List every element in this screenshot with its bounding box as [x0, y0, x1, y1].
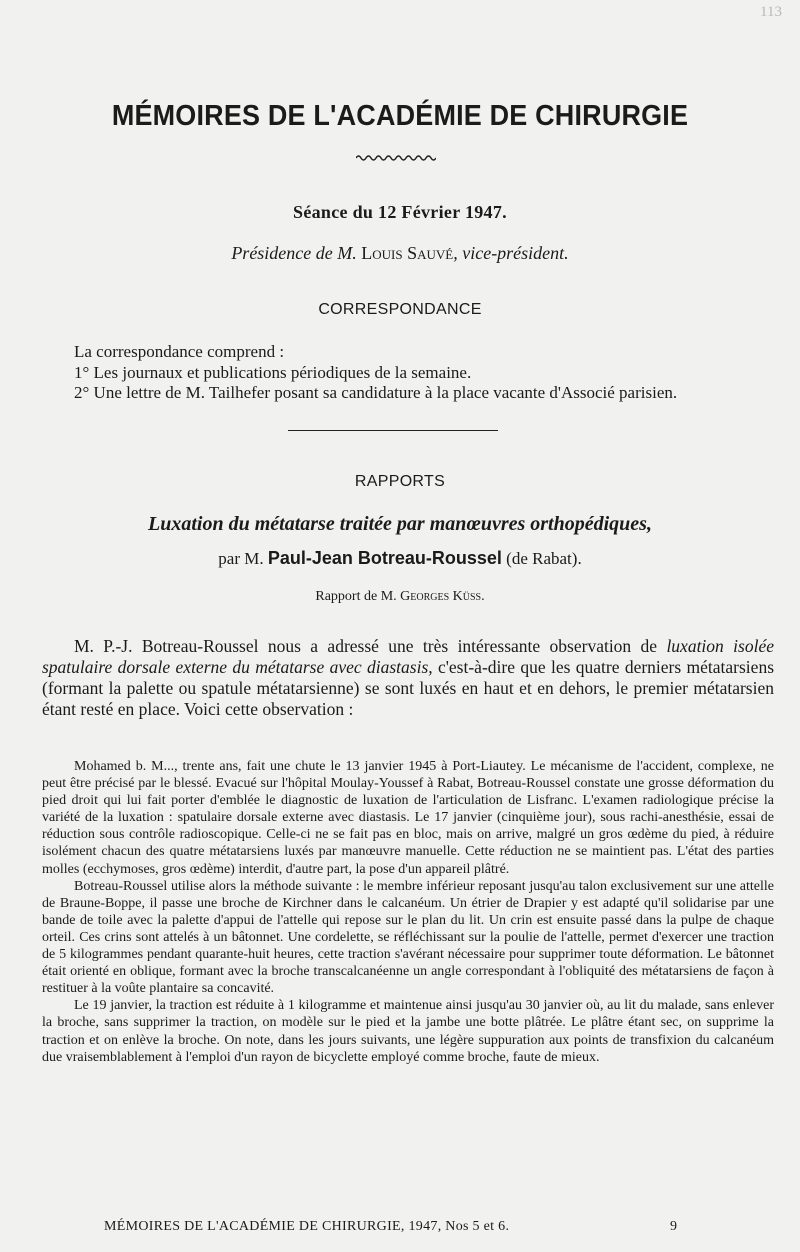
president-name: Louis Sauvé — [361, 243, 454, 263]
intro-text — [42, 636, 774, 720]
report-by-line — [0, 589, 800, 605]
presidency-suffix: , vice-président. — [453, 243, 569, 263]
rapports-heading: RAPPORTS — [354, 473, 446, 490]
wavy-ornament-rule — [356, 154, 436, 162]
correspondance-item-2: 2° Une lettre de M. Tailhefer posant sa candidature à la place vacante d'Associé parisien. — [74, 383, 678, 402]
case-paragraph-2: Botreau-Roussel utilise alors la méthode suivante : le membre inférieur reposant jusqu'au talon exclusivement sur une attelle de Braune-Boppe, il passe une broche de Kirchner dans le calcanéum. Un étrier de Drapier y est adapté qu'il solidarise par une bande de toile avec la palette d'appui de l'attelle qui repose sur le plan du lit. Un crin est ensuite passé dans la pulpe de chaque orteil. Ces crins sont attelés à un bâtonnet. Une cordelette, se réfléchissant sur la poulie de l'attelle, permet d'exercer une traction de 5 kilogrammes pendant quarante-huit heures, cette traction s'avérant nécessaire pour supprimer toute déformation. Le bâtonnet était orienté en oblique, formant avec la broche transcalcanéenne un angle correspondant à l'obliquité des métatarsiens de façon à restituer à la voûte plantaire sa concavité. — [42, 878, 774, 997]
footer-page-number: 9 — [670, 1219, 678, 1234]
journal-title: MÉMOIRES DE L'ACADÉMIE DE CHIRURGIE — [111, 100, 689, 132]
case-paragraph-3: Le 19 janvier, la traction est réduite à 1 kilogramme et maintenue ainsi jusqu'au 30 janvier où, au lit du malade, sans enlever la broche, sans supprimer la traction, on modèle sur le pied et la jambe une botte plâtrée. Le plâtre étant sec, on supprime la traction et on enlève la broche. On note, dans les jours suivants, une légère suppuration aux points de transfixion du calcanéum due vraisemblablement à l'emploi d'un rayon de bicyclette employé comme broche, faute de mieux. — [42, 998, 774, 1065]
bleed-through-page-number: 113 — [760, 4, 782, 20]
correspondance-item-1: 1° Les journaux et publications périodiques de la semaine. — [74, 362, 472, 382]
intro-part-2: c'est-à-dire que les quatre derniers métatarsiens (formant la palette ou spatule métatarsienne) se sont luxés en haut et en dehors, le premier métatarsien étant resté en place. Voici cette observation : — [42, 657, 774, 719]
report-by-prefix: Rapport de M. — [315, 589, 397, 604]
correspondance-intro: La correspondance comprend : — [74, 342, 285, 361]
intro-emphasis: luxation isolée spatulaire dorsale externe du métatarse avec diastasis, — [42, 636, 774, 677]
author-prefix: par M. — [218, 549, 264, 568]
author-name: Paul-Jean Botreau-Roussel — [267, 548, 502, 568]
correspondance-body — [42, 342, 774, 404]
intro-paragraph — [42, 636, 774, 720]
intro-part-1: M. P.-J. Botreau-Roussel nous a adressé une très intéressante observation de — [74, 636, 667, 656]
session-date: Séance du 12 Février 1947. — [293, 202, 507, 222]
article-title: Luxation du métatarse traitée par manœuvres orthopédiques, — [148, 513, 652, 535]
section-divider — [288, 430, 498, 431]
case-paragraph-1: Mohamed b. M..., trente ans, fait une chute le 13 janvier 1945 à Port-Liautey. Le mécanisme de l'accident, complexe, ne peut être précisé par le blessé. Evacué sur l'hôpital Moulay-Youssef à Rabat, Botreau-Roussel constate une grosse déformation du pied droit qui lui fait porter d'emblée le diagnostic de luxation de l'articulation de Lisfranc. L'examen radiologique précise la variété de la luxation : spatulaire dorsale externe avec diastasis. Le 17 janvier (cinquième jour), sous rachi-anesthésie, essai de réduction sous contrôle radioscopique. Celle-ci ne se fait pas en bloc, mais on arrive, malgré un gros œdème du pied, à réduire isolément chacun des quatre métatarsiens luxés par manœuvre manuelle. Cette réduction ne se maintient pas. L'état des parties molles (ecchymoses, gros œdème) interdit, d'autre part, la pose d'un appareil plâtré. — [42, 759, 774, 877]
author-affiliation: (de Rabat). — [506, 549, 582, 568]
presidency-prefix: Présidence de M. — [231, 243, 357, 263]
reporter-name: Georges Küss. — [400, 589, 485, 604]
correspondance-heading: CORRESPONDANCE — [318, 301, 482, 318]
case-report — [42, 758, 774, 1066]
article-author — [0, 548, 800, 569]
footer-journal: MÉMOIRES DE L'ACADÉMIE DE CHIRURGIE, 1947, Nos 5 et 6. — [104, 1219, 510, 1234]
presidency-line — [0, 243, 800, 264]
